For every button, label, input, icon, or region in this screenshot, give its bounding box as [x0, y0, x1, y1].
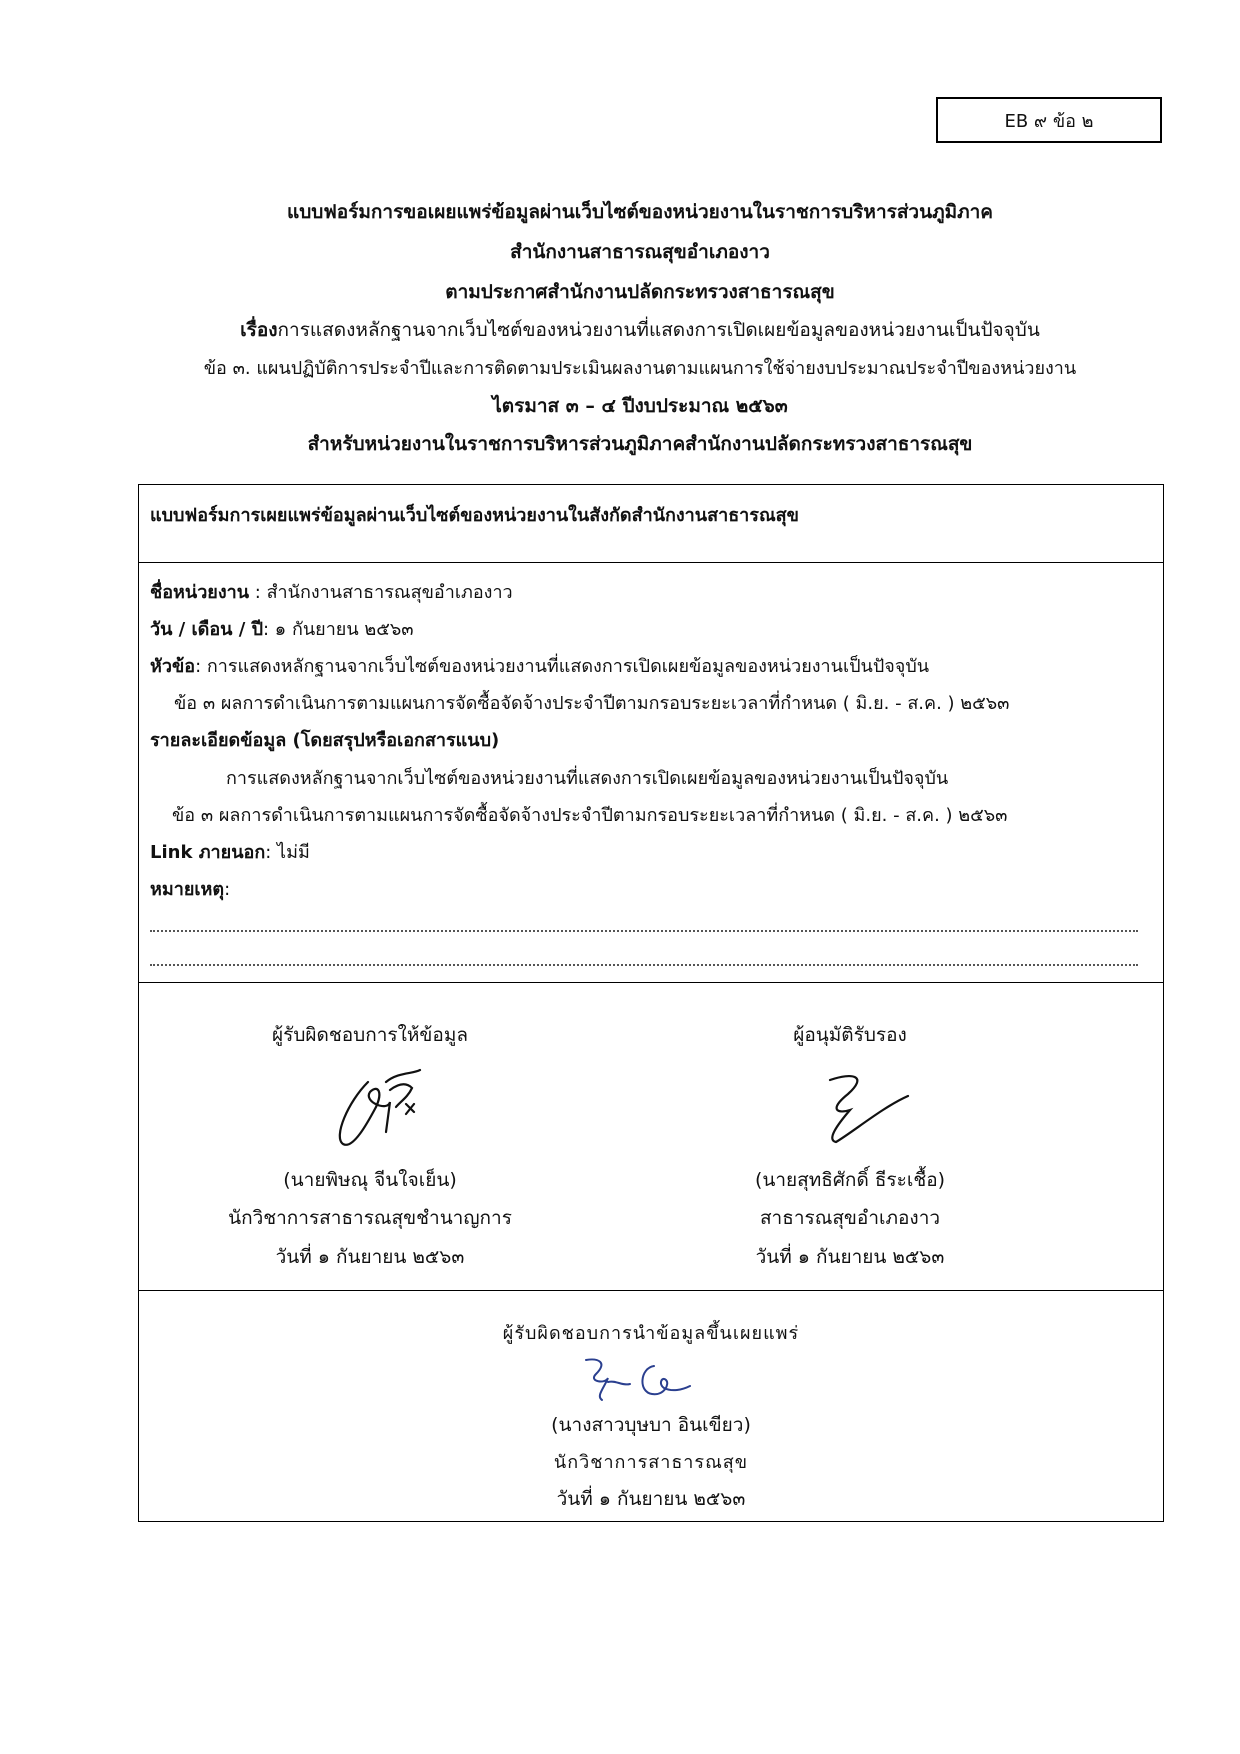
header-line-7: สำหรับหน่วยงานในราชการบริหารส่วนภูมิภาคสำนักงานปลัดกระทรวงสาธารณสุข — [307, 433, 973, 455]
note-label: หมายเหตุ — [150, 879, 225, 900]
left-signature-image — [328, 1062, 438, 1152]
bottom-signature-image — [578, 1350, 698, 1406]
bottom-signer-role: ผู้รับผิดชอบการนำข้อมูลขึ้นเผยแพร่ — [502, 1323, 800, 1344]
link-label: Link ภายนอก — [150, 842, 266, 863]
document-code-box — [936, 97, 1162, 143]
note-row — [150, 874, 230, 903]
header-line-3: ตามประกาศสำนักงานปลัดกระทรวงสาธารณสุข — [445, 281, 835, 303]
topic-row — [150, 651, 929, 680]
bottom-signer-name: (นางสาวบุษบา อินเขียว) — [551, 1414, 751, 1436]
right-signer-date: วันที่ ๑ กันยายน ๒๕๖๓ — [755, 1246, 945, 1268]
topic-value: : การแสดงหลักฐานจากเว็บไซต์ของหน่วยงานที่แสดงการเปิดเผยข้อมูลของหน่วยงานเป็นปัจจุบัน — [195, 656, 930, 677]
header-line-1: แบบฟอร์มการขอเผยแพร่ข้อมูลผ่านเว็บไซต์ของหน่วยงานในราชการบริหารส่วนภูมิภาค — [286, 201, 994, 223]
date-label: วัน / เดือน / ปี — [150, 619, 264, 640]
header-line-6: ไตรมาส ๓ – ๔ ปีงบประมาณ ๒๕๖๓ — [492, 395, 788, 417]
bottom-signer-date: วันที่ ๑ กันยายน ๒๕๖๓ — [556, 1488, 746, 1510]
left-signer-date: วันที่ ๑ กันยายน ๒๕๖๓ — [275, 1246, 465, 1268]
link-row — [150, 837, 310, 866]
detail-label: รายละเอียดข้อมูล (โดยสรุปหรือเอกสารแนบ) — [150, 730, 500, 751]
detail-line-2: ข้อ ๓ ผลการดำเนินการตามแผนการจัดซื้อจัดจ้างประจำปีตามกรอบระยะเวลาที่กำหนด ( มิ.ย. - ส.ค. ) ๒๕๖๓ — [172, 805, 1008, 826]
left-signer-name: (นายพิษณุ จีนใจเย็น) — [283, 1169, 457, 1191]
subject-label: เรื่อง — [240, 319, 278, 341]
detail-line-1: การแสดงหลักฐานจากเว็บไซต์ของหน่วยงานที่แสดงการเปิดเผยข้อมูลของหน่วยงานเป็นปัจจุบัน — [226, 768, 949, 789]
form-title: แบบฟอร์มการเผยแพร่ข้อมูลผ่านเว็บไซต์ของหน่วยงานในสังกัดสำนักงานสาธารณสุข — [150, 505, 799, 526]
subject-text: การแสดงหลักฐานจากเว็บไซต์ของหน่วยงานที่แสดงการเปิดเผยข้อมูลของหน่วยงานเป็นปัจจุบัน — [277, 319, 1040, 341]
header-line-4 — [120, 315, 1160, 345]
header-line-5: ข้อ ๓. แผนปฏิบัติการประจำปีและการติดตามประเมินผลงานตามแผนการใช้จ่ายงบประมาณประจำปีของหน่วยงาน — [203, 358, 1077, 379]
bottom-signer-position: นักวิชาการสาธารณสุข — [553, 1452, 749, 1473]
note-dotted-line-2 — [150, 964, 1138, 966]
unit-row — [150, 577, 513, 606]
note-colon: : — [224, 879, 231, 900]
form-divider-2 — [138, 982, 1164, 983]
form-divider-3 — [138, 1290, 1164, 1291]
date-row — [150, 614, 414, 643]
date-value: : ๑ กันยายน ๒๕๖๓ — [263, 619, 414, 640]
left-signer-position: นักวิชาการสาธารณสุขชำนาญการ — [228, 1207, 512, 1229]
right-signer-name: (นายสุทธิศักดิ์ ธีระเชื้อ) — [754, 1169, 946, 1191]
document-code: EB ๙ ข้อ ๒ — [1004, 110, 1094, 132]
right-signature-image — [808, 1062, 918, 1152]
left-signer-role: ผู้รับผิดชอบการให้ข้อมูล — [272, 1024, 468, 1046]
note-dotted-line-1 — [150, 930, 1138, 932]
right-signer-role: ผู้อนุมัติรับรอง — [793, 1024, 907, 1046]
right-signer-position: สาธารณสุขอำเภองาว — [759, 1207, 941, 1229]
topic-line-2: ข้อ ๓ ผลการดำเนินการตามแผนการจัดซื้อจัดจ้างประจำปีตามกรอบระยะเวลาที่กำหนด ( มิ.ย. - ส.ค. ) ๒๕๖๓ — [174, 693, 1010, 714]
link-value: : ไม่มี — [265, 842, 310, 863]
unit-value: : สำนักงานสาธารณสุขอำเภองาว — [249, 582, 513, 603]
unit-label: ชื่อหน่วยงาน — [150, 582, 250, 603]
header-line-2: สำนักงานสาธารณสุขอำเภองาว — [510, 241, 770, 263]
topic-label: หัวข้อ — [150, 656, 196, 677]
form-divider-1 — [138, 562, 1164, 563]
